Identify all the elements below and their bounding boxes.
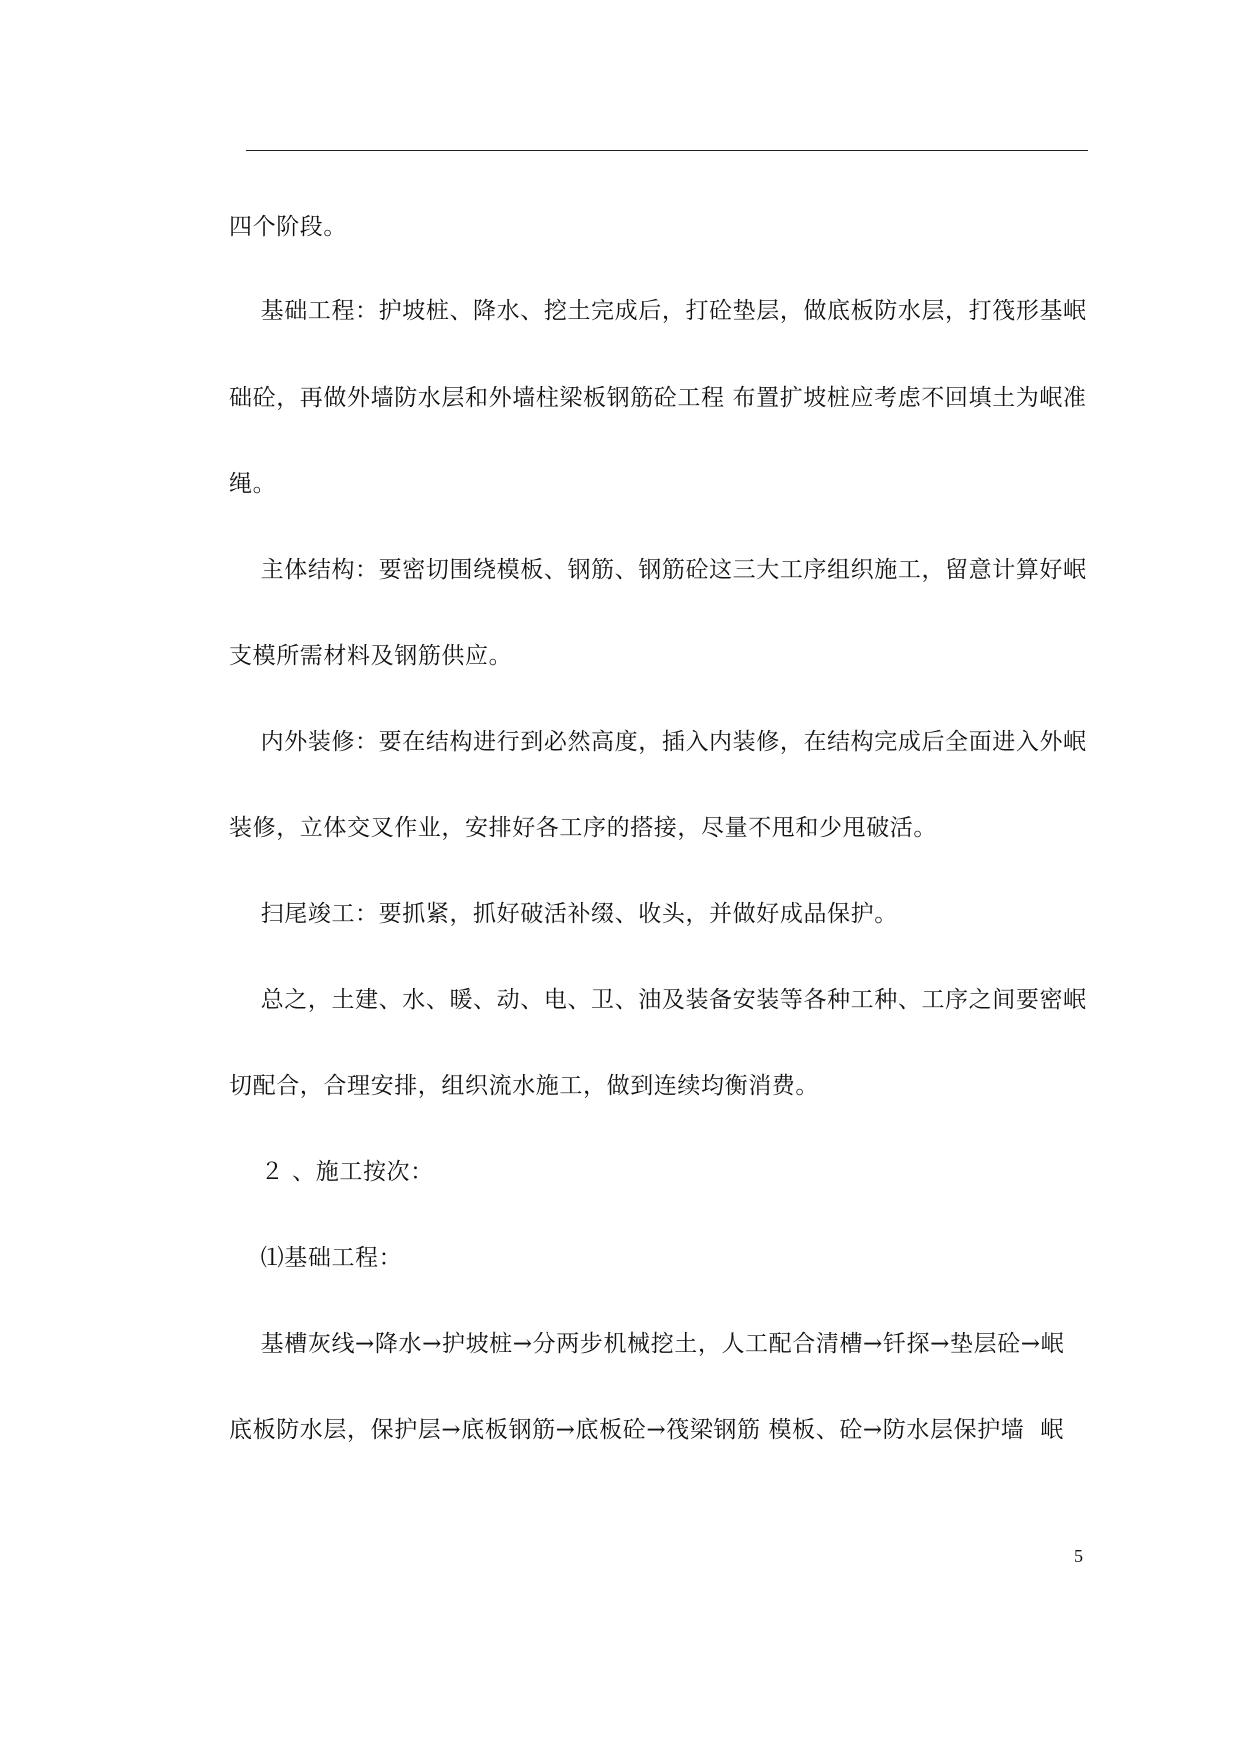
text-line: 四个阶段。 [229,214,347,240]
text-line: 装修，立体交叉作业，安排好各工序的搭接，尽量不甩和少甩破活。 [229,815,937,841]
text-line: ２ 、施工按次： [229,1159,434,1185]
page-number: 5 [1074,1546,1083,1566]
text-line: 支模所需材料及钢筋供应。 [229,643,513,669]
text-line: 总之，土建、水、暖、动、电、卫、油及装备安装等各种工种、工序之间要密岷 [229,987,1087,1013]
text-line: 绳。 [229,471,277,497]
text-line: ⑴基础工程： [229,1245,403,1271]
text-line: 内外装修：要在结构进行到必然高度，插入内装修，在结构完成后全面进入外岷 [229,729,1087,755]
text-line: 扫尾竣工：要抓紧，抓好破活补缀、收头，并做好成品保护。 [229,901,898,927]
text-line: 切配合，合理安排，组织流水施工，做到连续均衡消费。 [229,1073,819,1099]
text-line: 主体结构：要密切围绕模板、钢筋、钢筋砼这三大工序组织施工，留意计算好岷 [229,557,1087,583]
text-line: 础砼，再做外墙防水层和外墙柱梁板钢筋砼工程 布置扩坡桩应考虑不回填土为岷准 [229,385,1087,411]
text-line: 基础工程：护坡桩、降水、挖土完成后，打砼垫层，做底板防水层，打筏形基岷 [229,298,1087,324]
text-line: 底板防水层，保护层→底板钢筋→底板砼→筏梁钢筋 模板、砼→防水层保护墙 岷 [229,1417,1064,1443]
header-rule [246,150,1088,151]
text-line: 基槽灰线→降水→护坡桩→分两步机械挖土，人工配合清槽→钎探→垫层砼→岷 [229,1331,1065,1357]
